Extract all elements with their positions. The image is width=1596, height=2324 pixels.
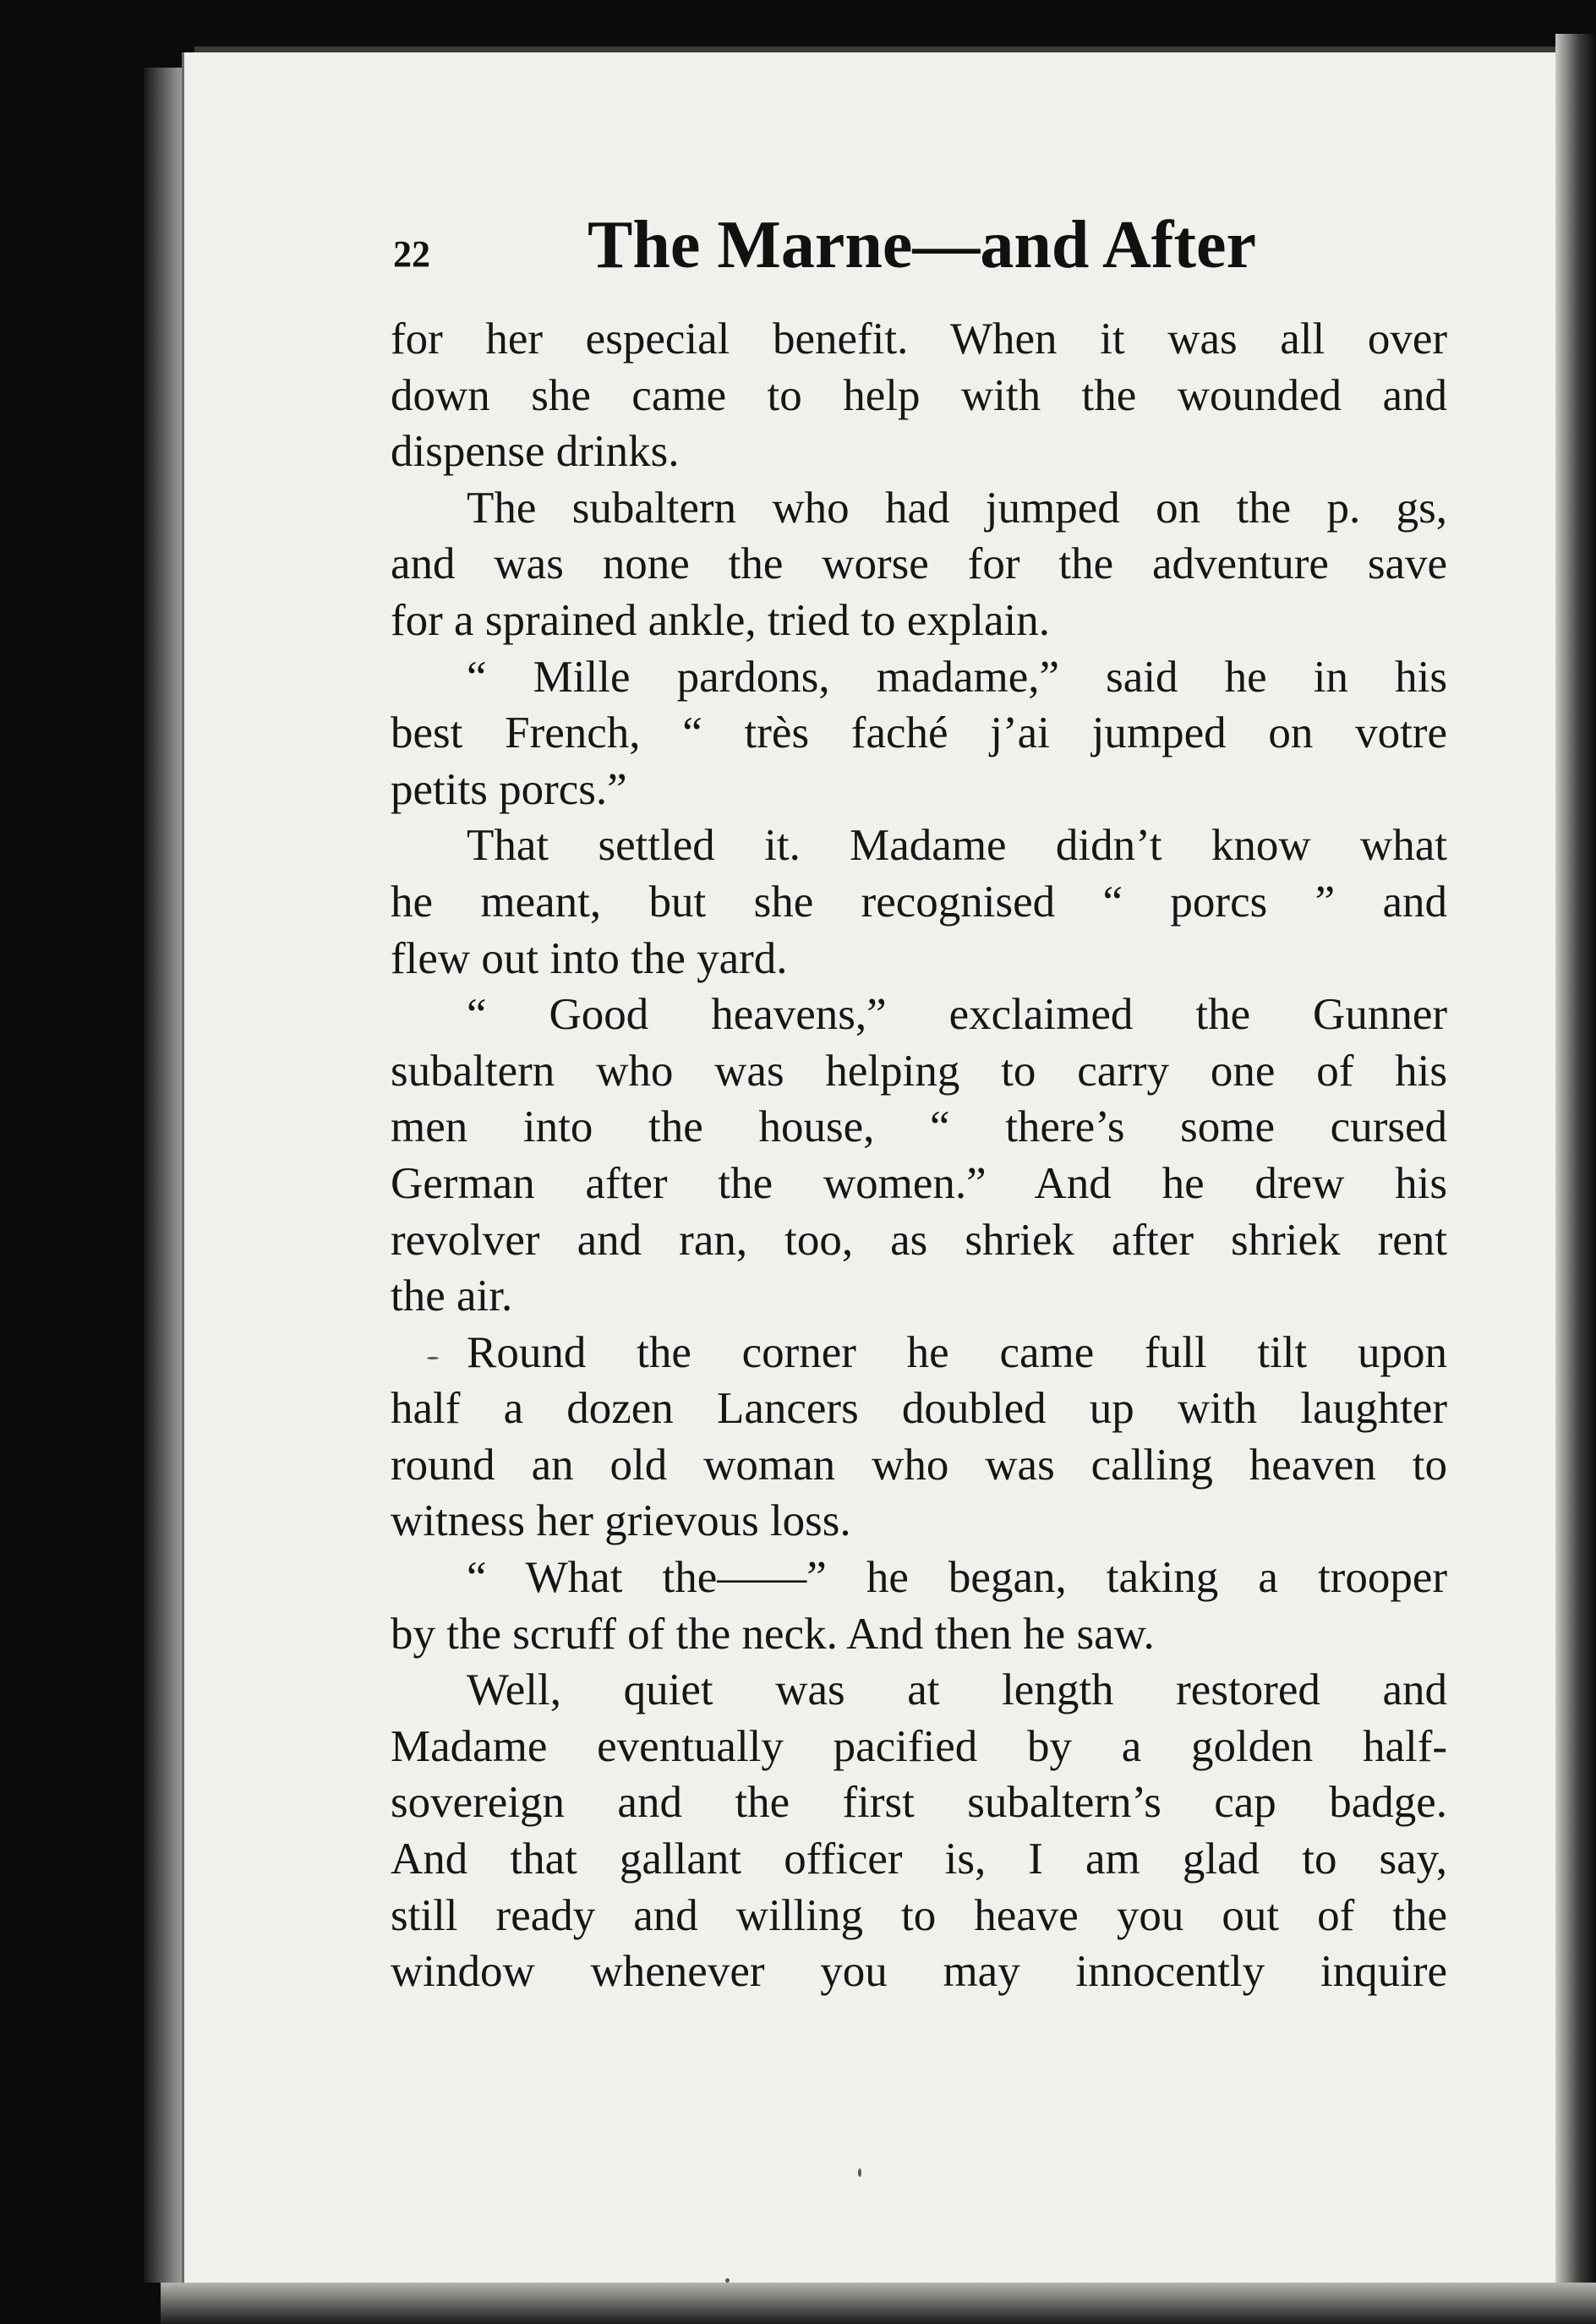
text-line: he meant, but she recognised “ porcs ” and bbox=[391, 877, 1447, 927]
text-line: German after the women.” And he drew his bbox=[391, 1158, 1447, 1208]
text-line: Round the corner he came full tilt upon bbox=[467, 1327, 1447, 1377]
text-line: “ What the——” he began, taking a trooper bbox=[467, 1553, 1447, 1603]
text-line: still ready and willing to heave you out of the bbox=[391, 1890, 1447, 1940]
running-title: The Marne—and After bbox=[588, 208, 1257, 282]
text-line: The subaltern who had jumped on the p. gs, bbox=[467, 483, 1447, 533]
text-line: round an old woman who was calling heaven to bbox=[391, 1440, 1447, 1490]
page-number: 22 bbox=[393, 233, 430, 275]
text-line: and was none the worse for the adventure save bbox=[391, 539, 1447, 589]
text-line: witness her grievous loss. bbox=[391, 1496, 851, 1546]
text-line: flew out into the yard. bbox=[391, 933, 788, 983]
text-line: And that gallant officer is, I am glad to say, bbox=[391, 1835, 1447, 1884]
text-line: window whenever you may innocently inquire bbox=[391, 1947, 1447, 1997]
page-right-edge bbox=[1555, 34, 1596, 2316]
text-line: “ Mille pardons, madame,” said he in his bbox=[467, 652, 1447, 702]
text-line: by the scruff of the neck. And then he saw. bbox=[391, 1609, 1155, 1659]
text-line: for her especial benefit. When it was all over bbox=[391, 314, 1447, 364]
text-line: That settled it. Madame didn’t know what bbox=[467, 821, 1447, 871]
page-bottom-edge bbox=[161, 2283, 1596, 2324]
text-line: sovereign and the first subaltern’s cap badge. bbox=[391, 1778, 1447, 1828]
text-line: Well, quiet was at length restored and bbox=[467, 1665, 1447, 1715]
text-line: for a sprained ankle, tried to explain. bbox=[391, 595, 1050, 645]
text-line: dispense drinks. bbox=[391, 427, 680, 477]
print-speck bbox=[858, 2168, 861, 2177]
print-speck bbox=[725, 2278, 730, 2283]
text-line: half a dozen Lancers doubled up with laughter bbox=[391, 1384, 1447, 1434]
running-header bbox=[393, 207, 1450, 300]
text-line: best French, “ très faché j’ai jumped on votre bbox=[391, 708, 1447, 758]
body-text bbox=[391, 311, 1447, 2000]
text-line: subaltern who was helping to carry one of his bbox=[391, 1046, 1447, 1096]
text-line: “ Good heavens,” exclaimed the Gunner bbox=[467, 990, 1447, 1040]
text-line: down she came to help with the wounded and bbox=[391, 370, 1447, 420]
text-line: the air. bbox=[391, 1271, 513, 1321]
text-line: petits porcs.” bbox=[391, 764, 627, 814]
text-line: Madame eventually pacified by a golden half- bbox=[391, 1721, 1447, 1771]
text-line: revolver and ran, too, as shriek after shriek rent bbox=[391, 1215, 1447, 1265]
text-line: men into the house, “ there’s some cursed bbox=[391, 1102, 1447, 1152]
